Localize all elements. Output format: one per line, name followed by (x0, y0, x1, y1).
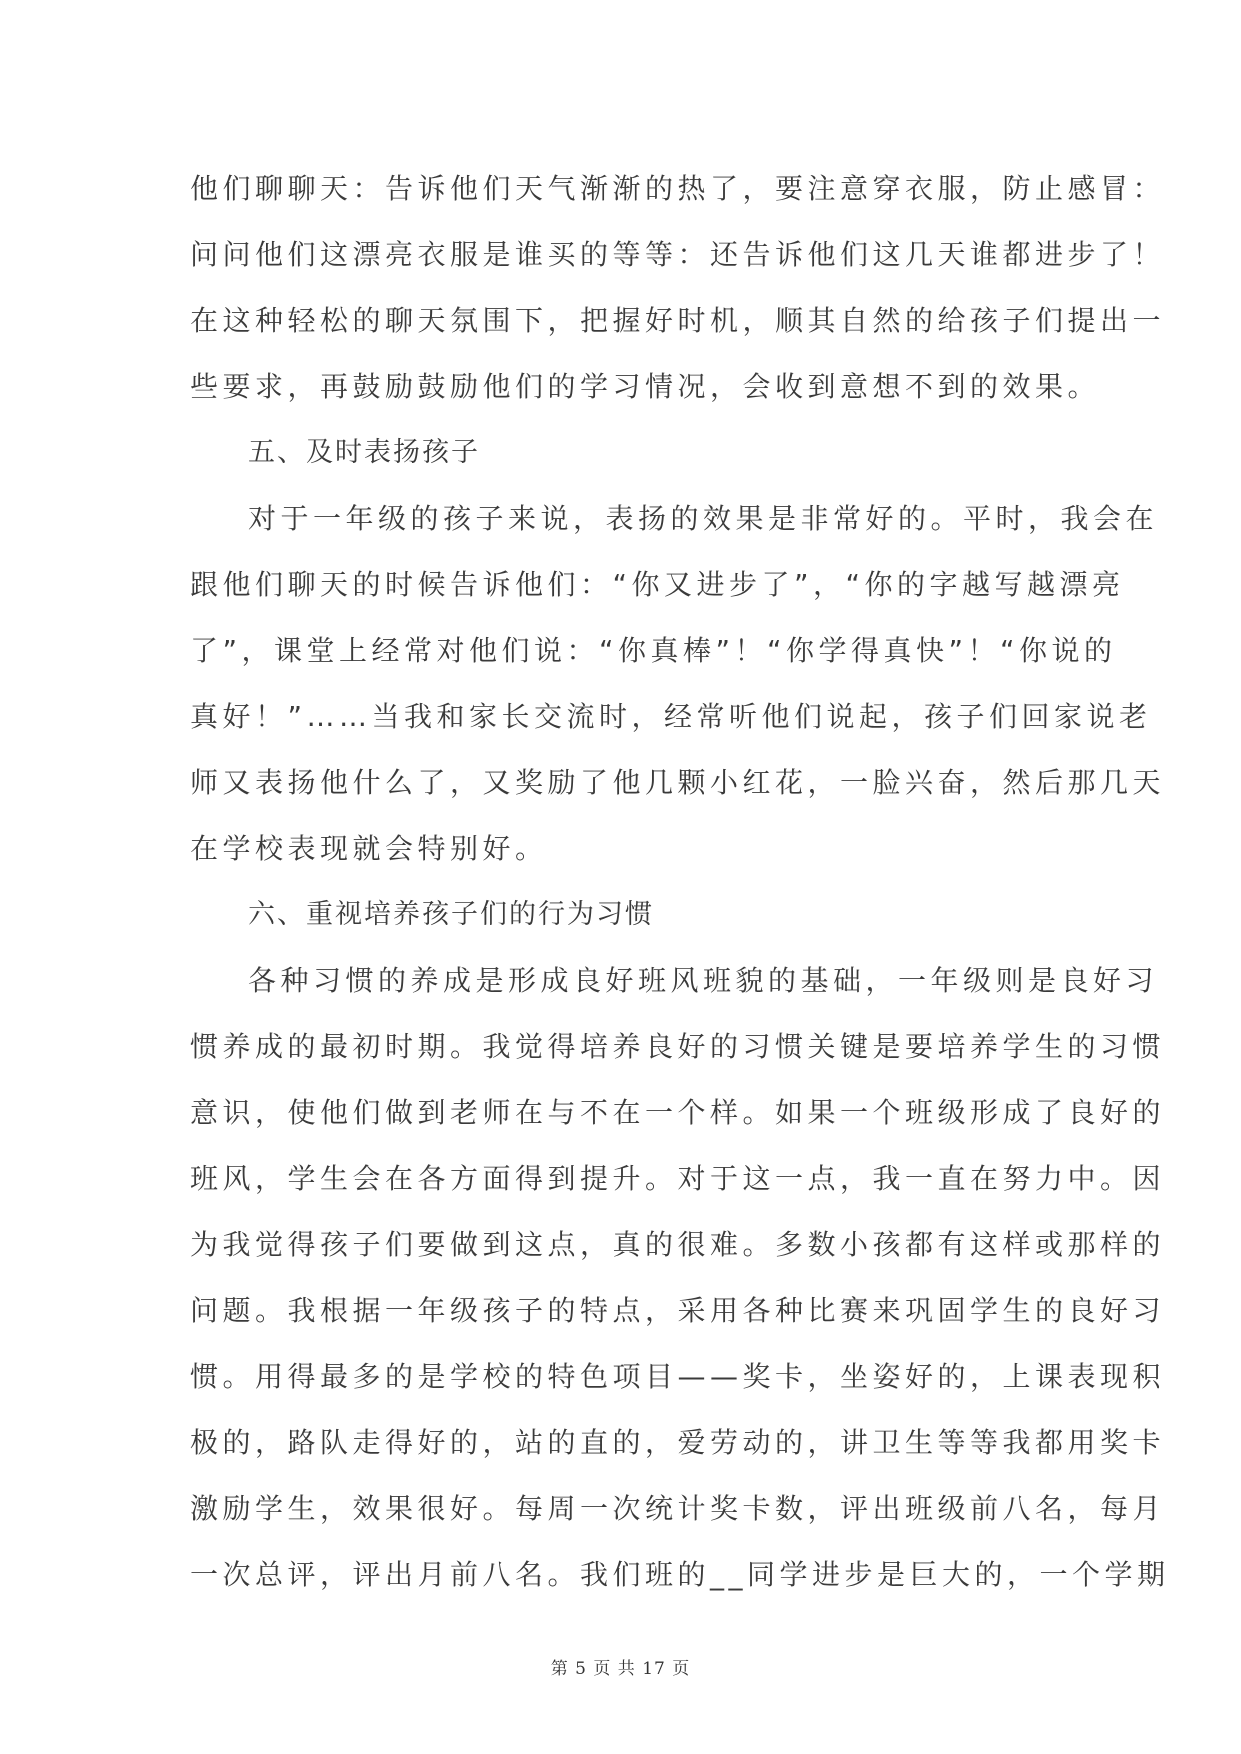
text-line: 他们聊聊天：告诉他们天气渐渐的热了，要注意穿衣服，防止感冒： (190, 172, 1166, 205)
text-line: 极的，路队走得好的，站的直的，爱劳动的，讲卫生等等我都用奖卡 (190, 1426, 1166, 1459)
text-line: 跟他们聊天的时候告诉他们：“你又进步了”，“你的字越写越漂亮 (190, 568, 1125, 601)
text-line: 一次总评，评出月前八名。我们班的__同学进步是巨大的，一个学期 (190, 1558, 1170, 1591)
document-body (190, 156, 1170, 1608)
text-line: 些要求，再鼓励鼓励他们的学习情况，会收到意想不到的效果。 (190, 370, 1101, 403)
text-line: 师又表扬他什么了，又奖励了他几颗小红花，一脸兴奋，然后那几天 (190, 766, 1166, 799)
text-line: 问题。我根据一年级孩子的特点，采用各种比赛来巩固学生的良好习 (190, 1294, 1166, 1327)
text-line: 为我觉得孩子们要做到这点，真的很难。多数小孩都有这样或那样的 (190, 1228, 1166, 1261)
section-heading: 六、重视培养孩子们的行为习惯 (248, 899, 654, 930)
text-line: 真好！”……当我和家长交流时，经常听他们说起，孩子们回家说老 (190, 700, 1152, 733)
text-line: 在这种轻松的聊天氛围下，把握好时机，顺其自然的给孩子们提出一 (190, 304, 1166, 337)
text-line: 意识，使他们做到老师在与不在一个样。如果一个班级形成了良好的 (190, 1096, 1166, 1129)
text-line: 了”，课堂上经常对他们说：“你真棒”！“你学得真快”！“你说的 (190, 634, 1117, 667)
section-heading: 五、及时表扬孩子 (248, 437, 480, 468)
page-number-footer: 第 5 页 共 17 页 (550, 1659, 691, 1679)
text-line: 惯。用得最多的是学校的特色项目——奖卡，坐姿好的，上课表现积 (190, 1360, 1166, 1393)
text-line: 班风，学生会在各方面得到提升。对于这一点，我一直在努力中。因 (190, 1162, 1166, 1195)
text-line: 在学校表现就会特别好。 (190, 832, 548, 865)
text-line: 问问他们这漂亮衣服是谁买的等等：还告诉他们这几天谁都进步了！ (190, 238, 1166, 271)
text-line: 激励学生，效果很好。每周一次统计奖卡数，评出班级前八名，每月 (190, 1492, 1166, 1525)
paragraph-first-line: 对于一年级的孩子来说，表扬的效果是非常好的。平时，我会在 (248, 502, 1159, 535)
paragraph-first-line: 各种习惯的养成是形成良好班风班貌的基础，一年级则是良好习 (248, 964, 1159, 997)
text-line: 惯养成的最初时期。我觉得培养良好的习惯关键是要培养学生的习惯 (190, 1030, 1166, 1063)
